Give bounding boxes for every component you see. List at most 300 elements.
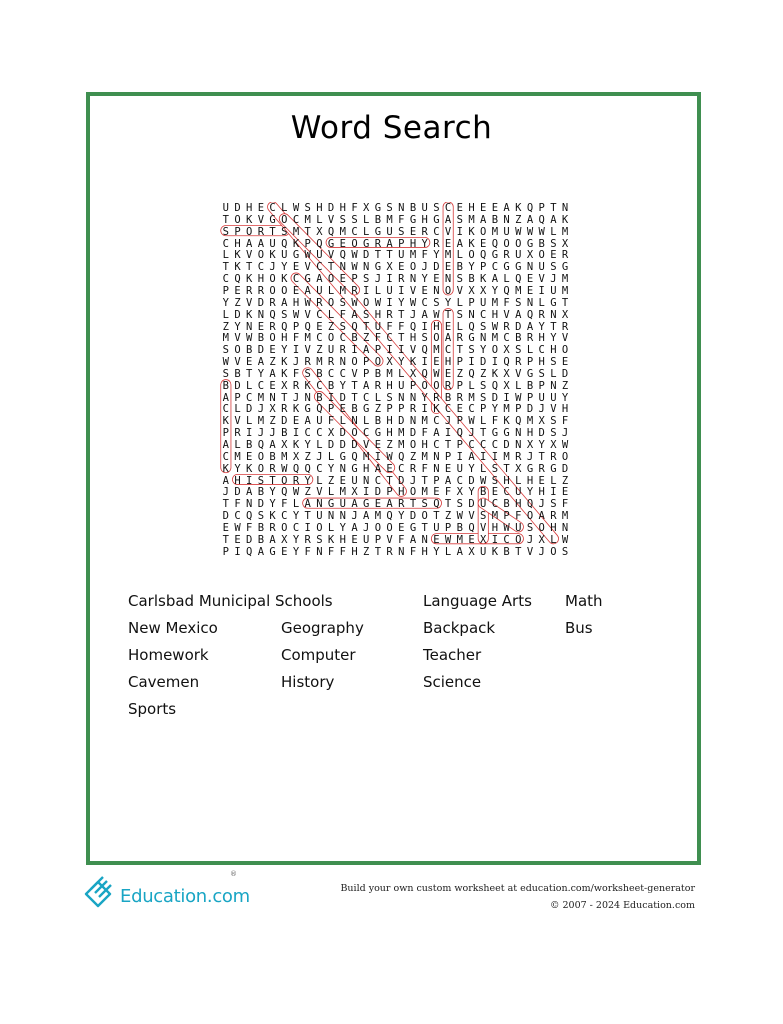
- grid-letter: X: [550, 439, 557, 451]
- grid-letter: O: [409, 439, 417, 451]
- grid-letter: C: [246, 391, 253, 404]
- grid-letter: S: [304, 202, 311, 214]
- footer-tagline: Build your own custom worksheet at education.com/worksheet-generator: [340, 883, 695, 894]
- grid-letter: R: [550, 450, 557, 463]
- grid-letter: Q: [491, 379, 499, 392]
- grid-letter: A: [526, 213, 534, 226]
- grid-letter: W: [468, 415, 475, 428]
- grid-letter: L: [327, 450, 335, 463]
- grid-letter: M: [503, 403, 510, 416]
- grid-letter: A: [351, 521, 358, 534]
- grid-letter: X: [480, 284, 487, 297]
- grid-letter: E: [257, 320, 265, 333]
- grid-letter: X: [503, 379, 510, 392]
- grid-letter: L: [246, 415, 253, 428]
- grid-letter: O: [515, 237, 522, 250]
- grid-letter: G: [433, 213, 440, 226]
- grid-letter: N: [550, 379, 557, 392]
- grid-letter: S: [550, 498, 557, 511]
- grid-letter: S: [222, 225, 229, 238]
- grid-letter: K: [281, 367, 288, 380]
- grid-letter: X: [503, 344, 510, 357]
- grid-letter: Q: [468, 367, 475, 380]
- grid-letter: C: [222, 273, 229, 286]
- grid-letter: G: [374, 427, 382, 440]
- grid-letter: R: [304, 533, 311, 546]
- grid-letter: W: [561, 533, 569, 546]
- grid-letter: Y: [433, 249, 440, 262]
- grid-letter: T: [222, 498, 229, 511]
- grid-letter: E: [292, 415, 300, 428]
- grid-letter: S: [433, 202, 440, 214]
- grid-letter: B: [456, 261, 463, 274]
- grid-letter: Z: [269, 415, 276, 428]
- grid-letter: T: [269, 474, 276, 487]
- grid-letter: Q: [257, 439, 265, 451]
- grid-letter: I: [351, 344, 358, 357]
- grid-letter: K: [561, 213, 569, 226]
- grid-letter: Q: [468, 320, 475, 333]
- grid-letter: P: [292, 320, 300, 333]
- grid-letter: B: [257, 332, 265, 345]
- grid-letter: S: [561, 545, 569, 558]
- grid-letter: Y: [538, 439, 545, 451]
- grid-letter: G: [269, 545, 276, 558]
- grid-letter: N: [327, 510, 335, 523]
- grid-letter: S: [456, 273, 463, 286]
- grid-letter: A: [363, 344, 370, 357]
- grid-letter: F: [421, 427, 428, 440]
- grid-letter: E: [398, 261, 405, 274]
- grid-letter: G: [526, 367, 534, 380]
- grid-letter: X: [363, 202, 370, 214]
- grid-letter: R: [561, 249, 569, 262]
- grid-letter: C: [234, 510, 241, 523]
- grid-letter: N: [515, 427, 522, 440]
- grid-letter: R: [386, 545, 393, 558]
- grid-letter: D: [257, 344, 265, 357]
- grid-letter: T: [409, 498, 417, 511]
- grid-letter: M: [339, 486, 346, 499]
- grid-letter: H: [515, 498, 522, 511]
- grid-letter: Y: [468, 261, 475, 274]
- grid-letter: J: [292, 356, 300, 369]
- grid-letter: D: [398, 415, 405, 428]
- grid-letter: A: [386, 498, 393, 511]
- grid-letter: L: [526, 344, 534, 357]
- grid-letter: R: [421, 225, 428, 238]
- grid-letter: M: [409, 249, 417, 262]
- grid-letter: T: [281, 391, 288, 404]
- grid-letter: U: [316, 415, 323, 428]
- grid-letter: P: [515, 403, 522, 416]
- grid-letter: Q: [339, 249, 346, 262]
- grid-letter: E: [480, 237, 487, 250]
- grid-letter: M: [444, 249, 452, 262]
- grid-letter: A: [480, 213, 487, 226]
- grid-letter: B: [515, 332, 522, 345]
- grid-letter: O: [316, 521, 323, 534]
- grid-letter: M: [491, 510, 499, 523]
- grid-letter: M: [339, 284, 346, 297]
- grid-letter: E: [257, 202, 265, 214]
- grid-letter: M: [398, 427, 405, 440]
- grid-letter: N: [339, 462, 346, 475]
- grid-letter: L: [222, 308, 229, 321]
- grid-letter: S: [222, 344, 229, 357]
- grid-letter: X: [351, 486, 358, 499]
- grid-letter: A: [269, 439, 276, 451]
- grid-letter: M: [503, 450, 510, 463]
- grid-letter: W: [351, 249, 358, 262]
- grid-letter: R: [433, 237, 440, 250]
- grid-letter: G: [327, 498, 335, 511]
- grid-letter: H: [339, 202, 346, 214]
- grid-letter: H: [433, 320, 440, 333]
- grid-letter: F: [339, 308, 346, 321]
- grid-letter: B: [480, 486, 487, 499]
- grid-letter: E: [468, 533, 475, 546]
- grid-letter: T: [480, 427, 487, 440]
- grid-letter: R: [386, 308, 393, 321]
- grid-letter: Q: [526, 202, 534, 214]
- grid-letter: D: [515, 320, 522, 333]
- grid-letter: D: [281, 415, 288, 428]
- grid-letter: S: [339, 296, 346, 309]
- grid-letter: O: [444, 284, 452, 297]
- grid-letter: Y: [468, 462, 475, 475]
- grid-letter: B: [281, 427, 288, 440]
- grid-letter: F: [444, 486, 452, 499]
- grid-letter: N: [409, 273, 417, 286]
- grid-letter: A: [351, 308, 358, 321]
- grid-letter: X: [515, 462, 522, 475]
- grid-letter: O: [327, 332, 335, 345]
- grid-letter: Q: [456, 427, 463, 440]
- grid-letter: B: [456, 521, 463, 534]
- grid-letter: E: [316, 320, 323, 333]
- grid-letter: Z: [363, 545, 370, 558]
- grid-letter: L: [468, 379, 475, 392]
- grid-letter: E: [246, 450, 253, 463]
- grid-letter: U: [351, 474, 358, 487]
- grid-letter: X: [468, 284, 475, 297]
- grid-letter: E: [374, 439, 382, 451]
- grid-letter: V: [386, 533, 393, 546]
- grid-letter: M: [456, 533, 463, 546]
- grid-letter: F: [327, 545, 335, 558]
- grid-letter: W: [351, 261, 358, 274]
- grid-letter: T: [456, 344, 463, 357]
- grid-letter: W: [304, 296, 311, 309]
- page-title: Word Search: [290, 110, 493, 146]
- grid-letter: Q: [468, 521, 475, 534]
- grid-letter: C: [363, 427, 370, 440]
- grid-letter: E: [339, 474, 346, 487]
- grid-letter: B: [374, 213, 382, 226]
- grid-letter: P: [363, 356, 370, 369]
- grid-letter: C: [351, 225, 358, 238]
- grid-letter: P: [398, 403, 405, 416]
- grid-letter: X: [386, 261, 393, 274]
- grid-letter: Y: [257, 367, 265, 380]
- grid-letter: Q: [351, 320, 358, 333]
- grid-letter: F: [398, 533, 405, 546]
- grid-letter: J: [222, 486, 229, 499]
- grid-letter: B: [468, 273, 475, 286]
- grid-letter: H: [538, 486, 545, 499]
- grid-letter: H: [398, 486, 405, 499]
- grid-letter: Y: [398, 296, 405, 309]
- grid-letter: P: [234, 391, 241, 404]
- grid-letter: I: [374, 450, 382, 463]
- grid-letter: X: [281, 439, 288, 451]
- grid-letter: G: [292, 249, 300, 262]
- grid-letter: Z: [222, 320, 229, 333]
- grid-letter: D: [351, 439, 358, 451]
- grid-letter: S: [281, 308, 288, 321]
- grid-letter: K: [292, 439, 300, 451]
- grid-letter: C: [316, 261, 323, 274]
- grid-letter: G: [374, 225, 382, 238]
- grid-letter: T: [421, 521, 428, 534]
- grid-letter: H: [386, 427, 393, 440]
- grid-letter: C: [222, 237, 229, 250]
- grid-letter: P: [456, 356, 463, 369]
- grid-letter: C: [222, 403, 229, 416]
- grid-letter: H: [491, 521, 499, 534]
- grid-letter: X: [468, 545, 475, 558]
- grid-letter: S: [526, 521, 534, 534]
- grid-letter: I: [386, 296, 393, 309]
- grid-letter: J: [444, 415, 452, 428]
- grid-letter: F: [351, 202, 358, 214]
- logo-text: Education.com: [120, 886, 250, 907]
- grid-letter: P: [456, 379, 463, 392]
- grid-letter: X: [281, 533, 288, 546]
- word-item: Language Arts: [423, 592, 532, 610]
- grid-letter: O: [257, 462, 265, 475]
- grid-letter: N: [363, 474, 370, 487]
- grid-letter: R: [257, 225, 265, 238]
- grid-letter: J: [257, 427, 265, 440]
- grid-letter: M: [421, 450, 428, 463]
- grid-letter: L: [363, 225, 370, 238]
- grid-letter: E: [561, 486, 569, 499]
- grid-letter: U: [433, 521, 440, 534]
- grid-letter: Y: [468, 486, 475, 499]
- grid-letter: D: [339, 427, 346, 440]
- grid-letter: W: [292, 486, 300, 499]
- grid-letter: R: [515, 356, 522, 369]
- grid-letter: I: [398, 284, 405, 297]
- grid-letter: C: [433, 415, 440, 428]
- grid-letter: F: [491, 415, 499, 428]
- grid-letter: E: [433, 486, 440, 499]
- grid-letter: F: [304, 545, 311, 558]
- grid-letter: E: [538, 474, 545, 487]
- grid-letter: R: [538, 308, 545, 321]
- grid-letter: J: [526, 533, 534, 546]
- grid-letter: B: [351, 403, 358, 416]
- grid-letter: L: [327, 486, 335, 499]
- grid-letter: V: [456, 284, 463, 297]
- grid-letter: H: [561, 403, 569, 416]
- grid-letter: N: [339, 510, 346, 523]
- grid-letter: B: [503, 498, 510, 511]
- grid-letter: N: [316, 545, 323, 558]
- grid-letter: H: [339, 533, 346, 546]
- grid-letter: M: [234, 450, 241, 463]
- grid-letter: T: [374, 249, 382, 262]
- grid-letter: M: [515, 284, 522, 297]
- grid-letter: B: [257, 486, 265, 499]
- grid-letter: G: [515, 261, 522, 274]
- grid-letter: F: [398, 213, 405, 226]
- grid-letter: M: [561, 225, 569, 238]
- grid-letter: M: [339, 225, 346, 238]
- grid-letter: K: [292, 237, 300, 250]
- grid-letter: L: [281, 202, 288, 214]
- grid-letter: V: [538, 273, 545, 286]
- grid-letter: Y: [292, 533, 300, 546]
- grid-letter: Y: [433, 545, 440, 558]
- grid-letter: N: [257, 308, 265, 321]
- grid-letter: P: [398, 237, 405, 250]
- grid-letter: V: [234, 332, 241, 345]
- grid-letter: K: [246, 462, 253, 475]
- grid-letter: J: [316, 450, 323, 463]
- grid-letter: S: [456, 308, 463, 321]
- grid-letter: T: [386, 474, 393, 487]
- grid-letter: R: [409, 462, 417, 475]
- grid-letter: S: [480, 391, 487, 404]
- grid-letter: Z: [409, 450, 417, 463]
- grid-letter: K: [480, 273, 487, 286]
- grid-letter: N: [421, 533, 428, 546]
- grid-letter: P: [480, 261, 487, 274]
- grid-letter: C: [292, 521, 300, 534]
- grid-letter: G: [339, 450, 346, 463]
- grid-letter: E: [409, 225, 417, 238]
- grid-letter: S: [550, 237, 557, 250]
- grid-letter: Z: [515, 213, 522, 226]
- grid-letter: C: [257, 379, 265, 392]
- grid-letter: P: [327, 403, 335, 416]
- grid-letter: N: [409, 391, 417, 404]
- grid-letter: V: [304, 261, 311, 274]
- grid-letter: E: [386, 462, 393, 475]
- grid-letter: A: [304, 415, 311, 428]
- word-item: Sports: [128, 700, 177, 718]
- grid-letter: I: [491, 533, 499, 546]
- grid-letter: Q: [246, 545, 253, 558]
- grid-letter: D: [222, 510, 229, 523]
- grid-letter: Q: [433, 498, 440, 511]
- grid-letter: Q: [316, 237, 323, 250]
- grid-letter: C: [363, 391, 370, 404]
- grid-letter: M: [468, 391, 475, 404]
- grid-letter: B: [327, 379, 335, 392]
- grid-letter: W: [561, 439, 569, 451]
- grid-letter: A: [269, 367, 276, 380]
- grid-letter: I: [444, 427, 452, 440]
- grid-letter: E: [491, 486, 499, 499]
- grid-letter: F: [246, 521, 253, 534]
- grid-letter: D: [561, 462, 569, 475]
- grid-letter: K: [292, 403, 300, 416]
- grid-letter: H: [257, 273, 265, 286]
- grid-letter: R: [456, 391, 463, 404]
- grid-letter: T: [503, 462, 510, 475]
- grid-letter: Y: [339, 379, 346, 392]
- grid-letter: K: [503, 415, 510, 428]
- grid-letter: Z: [327, 474, 335, 487]
- grid-letter: H: [386, 379, 393, 392]
- grid-letter: L: [503, 273, 510, 286]
- grid-letter: A: [526, 320, 534, 333]
- grid-letter: H: [409, 332, 417, 345]
- grid-letter: V: [515, 367, 522, 380]
- grid-letter: S: [257, 474, 265, 487]
- grid-letter: S: [351, 213, 358, 226]
- grid-letter: E: [234, 284, 241, 297]
- grid-letter: C: [269, 202, 276, 214]
- grid-letter: E: [456, 403, 463, 416]
- grid-letter: O: [269, 273, 276, 286]
- grid-letter: R: [269, 320, 276, 333]
- grid-letter: U: [480, 545, 487, 558]
- grid-letter: X: [503, 367, 510, 380]
- grid-letter: A: [257, 545, 265, 558]
- grid-letter: M: [421, 486, 428, 499]
- grid-letter: W: [503, 521, 510, 534]
- grid-letter: O: [351, 427, 358, 440]
- grid-letter: J: [561, 427, 569, 440]
- grid-letter: D: [526, 403, 534, 416]
- grid-letter: T: [538, 450, 545, 463]
- grid-letter: Z: [316, 344, 323, 357]
- grid-letter: V: [327, 249, 335, 262]
- grid-letter: W: [515, 391, 522, 404]
- grid-letter: C: [339, 367, 346, 380]
- grid-letter: O: [409, 486, 417, 499]
- grid-letter: H: [234, 237, 241, 250]
- grid-letter: Y: [304, 439, 311, 451]
- grid-letter: F: [421, 462, 428, 475]
- grid-letter: E: [444, 320, 452, 333]
- grid-letter: U: [269, 237, 276, 250]
- grid-letter: D: [363, 249, 370, 262]
- grid-letter: R: [304, 356, 311, 369]
- grid-letter: C: [316, 332, 323, 345]
- grid-letter: M: [561, 273, 569, 286]
- grid-letter: C: [538, 344, 545, 357]
- grid-letter: M: [491, 332, 499, 345]
- grid-letter: Q: [281, 237, 288, 250]
- grid-letter: C: [468, 403, 475, 416]
- grid-letter: S: [421, 498, 428, 511]
- word-item: Computer: [281, 646, 356, 664]
- grid-letter: D: [491, 391, 499, 404]
- footer-copyright: © 2007 - 2024 Education.com: [549, 900, 695, 911]
- grid-letter: O: [538, 521, 545, 534]
- grid-letter: R: [281, 403, 288, 416]
- grid-letter: C: [281, 510, 288, 523]
- grid-letter: H: [444, 356, 452, 369]
- grid-letter: L: [316, 213, 323, 226]
- grid-letter: E: [491, 202, 499, 214]
